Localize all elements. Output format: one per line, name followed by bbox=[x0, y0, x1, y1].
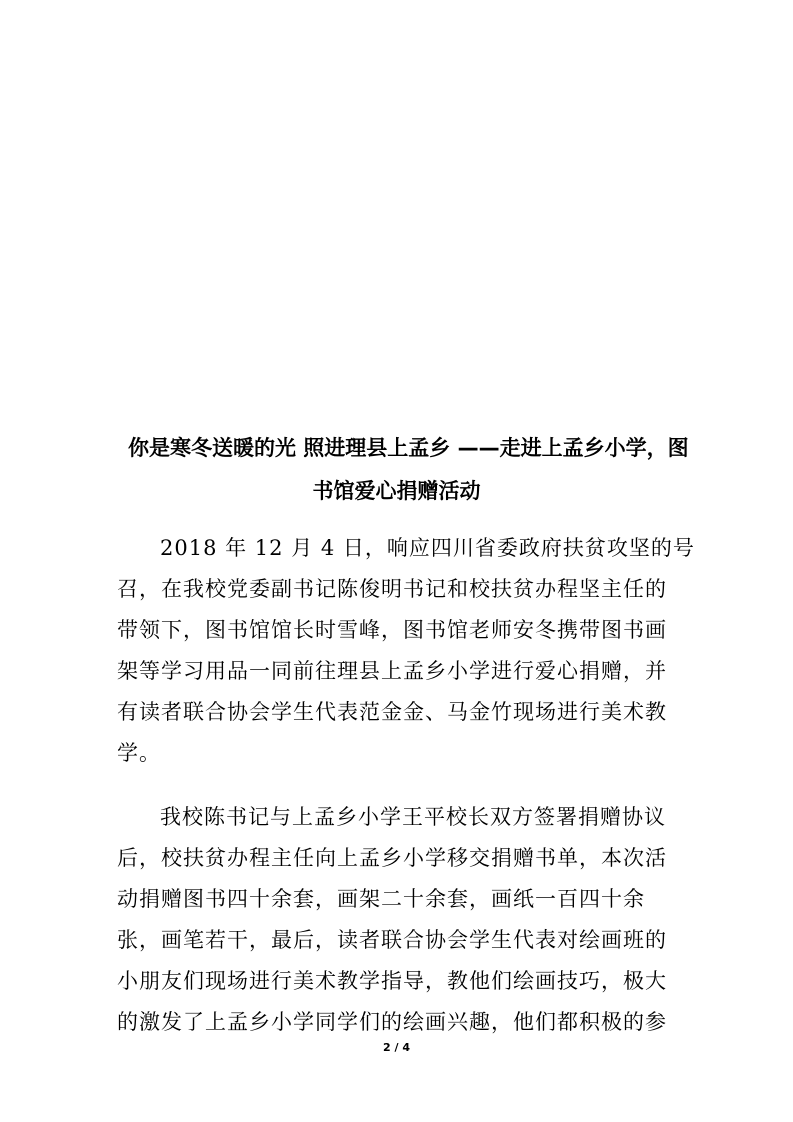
paragraph-line: 后，校扶贫办程主任向上孟乡小学移交捐赠书单，本次活 bbox=[117, 846, 667, 870]
paragraph-line: 小朋友们现场进行美术教学指导，教他们绘画技巧，极大 bbox=[117, 969, 667, 993]
paragraph-line: 2018 年 12 月 4 日，响应四川省委政府扶贫攻坚的号 bbox=[160, 536, 695, 560]
paragraph-line: 有读者联合协会学生代表范金金、马金竹现场进行美术教 bbox=[117, 700, 667, 724]
paragraph-line: 的激发了上孟乡小学同学们的绘画兴趣，他们都积极的参 bbox=[117, 1010, 667, 1034]
paragraph-line: 召，在我校党委副书记陈俊明书记和校扶贫办程坚主任的 bbox=[117, 577, 667, 601]
paragraph-line: 动捐赠图书四十余套，画架二十余套，画纸一百四十余 bbox=[117, 887, 645, 911]
paragraph-line: 学。 bbox=[117, 741, 161, 765]
paragraph-line: 张，画笔若干，最后，读者联合协会学生代表对绘画班的 bbox=[117, 928, 667, 952]
article-title-line-2: 书馆爱心捐赠活动 bbox=[312, 479, 481, 503]
paragraph-line: 架等学习用品一同前往理县上孟乡小学进行爱心捐赠，并 bbox=[117, 659, 667, 683]
page-number: 2 / 4 bbox=[383, 1041, 410, 1054]
paragraph-line: 带领下，图书馆馆长时雪峰，图书馆老师安冬携带图书画 bbox=[117, 618, 667, 642]
article-title-line-1: 你是寒冬送暖的光 照进理县上孟乡 ——走进上孟乡小学，图 bbox=[128, 436, 689, 460]
paragraph-line: 我校陈书记与上孟乡小学王平校长双方签署捐赠协议 bbox=[160, 805, 666, 829]
